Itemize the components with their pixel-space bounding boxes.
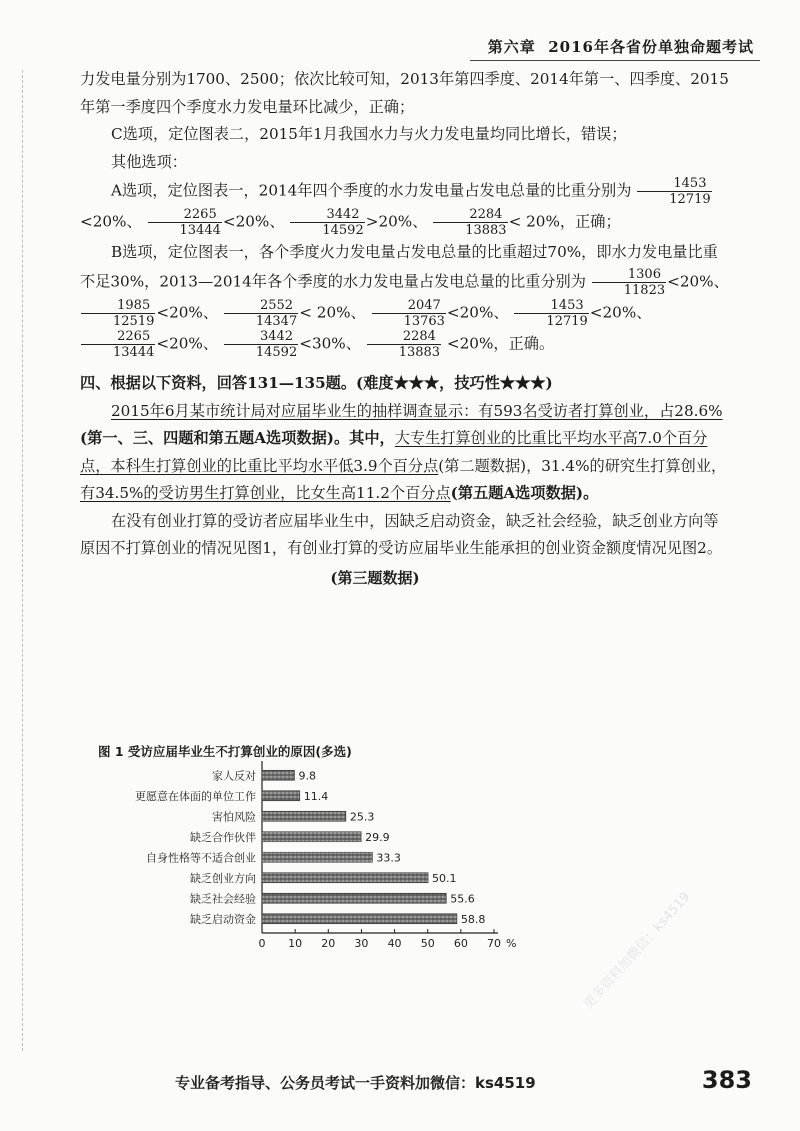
category-label: 更愿意在体面的单位工作 (135, 789, 256, 803)
category-label: 缺乏合作伙伴 (190, 830, 256, 844)
fraction: $\frac{2265}{13444}$ (148, 207, 222, 238)
fraction: $\frac{2284}{13883}$ (367, 329, 441, 360)
fraction: $\frac{2284}{13883}$ (433, 207, 507, 238)
bar (262, 873, 428, 883)
chart-title: 图 1 受访应届毕业生不打算创业的原因(多选) (98, 744, 352, 759)
page-body (80, 66, 730, 592)
paragraph: 其他选项： (111, 152, 187, 171)
x-tick-label: 40 (387, 937, 402, 950)
option-b-text: B选项，定位图表一，各个季度火力发电量占发电总量的比重超过70%，即水力发电量比重不足30%，2013—2014年各个季度的水力发电量占发电总量的比重分别为 (80, 243, 718, 291)
value-label: 58.8 (460, 912, 486, 926)
option-a-text: A选项，定位图表一，2014年四个季度的水力发电量占发电总量的比重分别为 (111, 181, 632, 200)
category-label: 家人反对 (212, 769, 256, 783)
material-paragraph: 2015年6月某市统计局对应届毕业生的抽样调查显示：有593名受访者打算创业，占28.6%(第一、三、四题和第五题A选项数据)。其中，大专生打算创业的比重比平均水平高7.0个百分点，本科生打算创业的比重比平均水平低3.9个百分点(第二题数据)，31.4%的研究生打算创业，有34.5%的受访男生打算创业，比女生高11.2个百分点(第五题A选项数据)。 (80, 401, 727, 502)
value-label: 50.1 (432, 871, 457, 885)
bar (262, 811, 346, 821)
category-label: 缺乏社会经验 (190, 892, 256, 906)
skill-stars: ★★★ (499, 374, 546, 392)
value-label: 25.3 (349, 810, 375, 824)
header-rule (470, 60, 760, 61)
x-tick-label: 50 (420, 937, 435, 950)
paragraph: 力发电量分别为1700、2500；依次比较可知，2013年第四季度、2014年第一、四季度、2015年第一季度四个季度水力发电量环比减少，正确； (80, 70, 729, 116)
bar (262, 852, 372, 862)
category-label: 害怕风险 (212, 810, 256, 824)
value-label: 29.9 (365, 830, 390, 844)
watermark: 更多资料加微信：ks4519 (580, 889, 694, 1013)
x-tick-label: 60 (453, 937, 468, 950)
fraction: $\frac{3442}{14592}$ (224, 329, 298, 360)
section-heading: 四、根据以下资料，回答131—135题。(难度★★★，技巧性★★★) (80, 374, 553, 392)
fraction: $\frac{1306}{11823}$ (592, 267, 666, 298)
chapter-title: 2016年各省份单独命题考试 (548, 38, 754, 56)
bar (262, 893, 446, 903)
category-label: 缺乏启动资金 (190, 912, 256, 926)
bar (262, 832, 361, 842)
x-tick-label: 0 (258, 937, 266, 950)
x-tick-label: 30 (354, 937, 369, 950)
value-label: 55.6 (450, 892, 475, 906)
fraction: $\frac{1453}{12719}$ (514, 298, 588, 329)
value-label: 33.3 (376, 851, 401, 865)
x-tick-label: 10 (288, 937, 303, 950)
category-label: 缺乏创业方向 (190, 871, 256, 885)
value-label: 11.4 (303, 789, 329, 803)
bar (262, 791, 300, 801)
fraction: $\frac{2047}{13763}$ (372, 298, 446, 329)
chapter-label: 第六章 (487, 38, 536, 56)
fraction: $\frac{2552}{14347}$ (224, 298, 298, 329)
binding-line (22, 70, 23, 1051)
option-b-paragraph: B选项，定位图表一，各个季度火力发电量占发电总量的比重超过70%，即水力发电量比重不足30%，2013—2014年各个季度的水力发电量占发电总量的比重分别为 $\frac{1306}{11823}$ <20%、 $\frac{1985}{12519}$ <20%、 $\frac{2552}{14347}$ < 20%、 $\frac{2047}{13763}$ <20%、 $\frac{1453}{12719}$ <20%、 $\frac{2265}{13444}$ <20%、 $\frac{3442}{14592}$ <30%、 $\frac{2284}{13883}$ <20%，正确。 (80, 243, 729, 360)
fraction: $\frac{2265}{13444}$ (81, 329, 155, 360)
footer-text: 专业备考指导、公务员考试一手资料加微信：ks4519 (175, 1074, 536, 1092)
bar (262, 770, 294, 780)
x-tick-label: 20 (321, 937, 336, 950)
option-a-paragraph: A选项，定位图表一，2014年四个季度的水力发电量占发电总量的比重分别为 $\frac{1453}{12719}$ <20%、 $\frac{2265}{13444}$ <20%、 $\frac{3442}{14592}$ >20%、 $\frac{2284}{13883}$ < 20%，正确； (80, 176, 711, 238)
paragraph: C选项，定位图表二，2015年1月我国水力与火力发电量均同比增长，错误； (111, 125, 627, 143)
category-label: 自身性格等不适合创业 (146, 851, 256, 865)
difficulty-stars: ★★★ (393, 374, 440, 392)
page-number: 383 (701, 1066, 752, 1094)
x-unit-label: % (506, 937, 517, 950)
fraction: $\frac{1985}{12519}$ (81, 298, 155, 329)
value-label: 9.8 (298, 769, 316, 783)
fraction: $\frac{1453}{12719}$ (637, 176, 711, 207)
running-header (488, 36, 754, 57)
bar (262, 914, 457, 924)
bar-chart (80, 755, 640, 955)
fraction: $\frac{3442}{14592}$ (290, 207, 364, 238)
material-paragraph: 在没有创业打算的受访者应届毕业生中，因缺乏启动资金，缺乏社会经验，缺乏创业方向等原因不打算创业的情况见图1，有创业打算的受访应届毕业生能承担的创业资金额度情况见图2。 (80, 511, 723, 557)
x-tick-label: 70 (487, 937, 501, 950)
chart-caption: (第三题数据) (330, 568, 420, 587)
